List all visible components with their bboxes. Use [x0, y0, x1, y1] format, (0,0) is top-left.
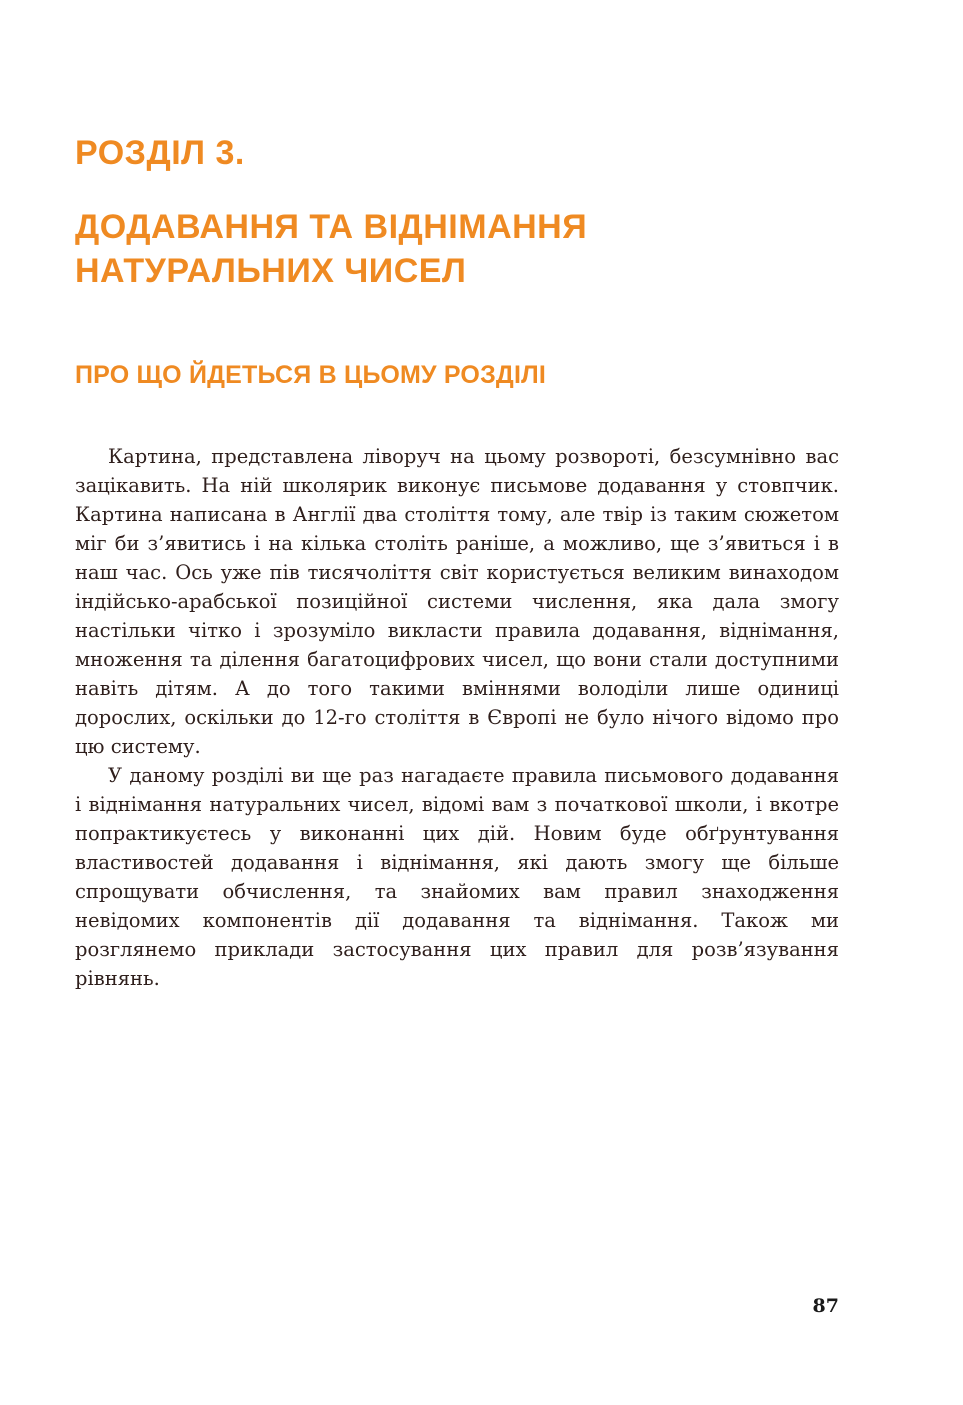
chapter-title	[75, 205, 587, 293]
paragraph: Картина, представлена ліворуч на цьому розвороті, безсумнівно вас зацікавить. На ній школярик виконує письмове додавання у стовпчик. Картина написана в Англії два століття тому, але твір із таким сюжетом міг би з’явитись і на кілька століть раніше, а можливо, ще з’явиться і в наш час. Ось уже пів тисячоліття світ користується великим винаходом індійсько-арабської позиційної системи числення, яка дала змогу настільки чітко і зрозуміло викласти правила додавання, віднімання, множення та ділення багатоцифрових чисел, що вони стали доступними навіть дітям. А до того такими вміннями володіли лише одиниці дорослих, оскільки до 12-го століття в Європі не було нічого відомо про цю систему.	[75, 445, 839, 758]
body-text	[75, 442, 839, 993]
page-number: 87	[812, 1295, 839, 1317]
section-heading: ПРО ЩО ЙДЕТЬСЯ В ЦЬОМУ РОЗДІЛІ	[75, 361, 546, 389]
chapter-title-line: ДОДАВАННЯ ТА ВІДНІМАННЯ	[75, 208, 588, 246]
paragraph: У даному розділі ви ще раз нагадаєте правила письмового додавання і віднімання натуральних чисел, відомі вам з початкової школи, і вкотре попрактикуєтесь у виконанні цих дій. Новим буде обґрунтування властивостей додавання і віднімання, які дають змогу ще більше спрощувати обчислення, та знайомих вам правил знаходження невідомих компонентів дії додавання та віднімання. Також ми розглянемо приклади застосування цих правил для розв’язування рівнянь.	[75, 764, 839, 990]
chapter-number: РОЗДІЛ 3.	[75, 134, 245, 172]
chapter-title-line: НАТУРАЛЬНИХ ЧИСЕЛ	[75, 252, 467, 290]
